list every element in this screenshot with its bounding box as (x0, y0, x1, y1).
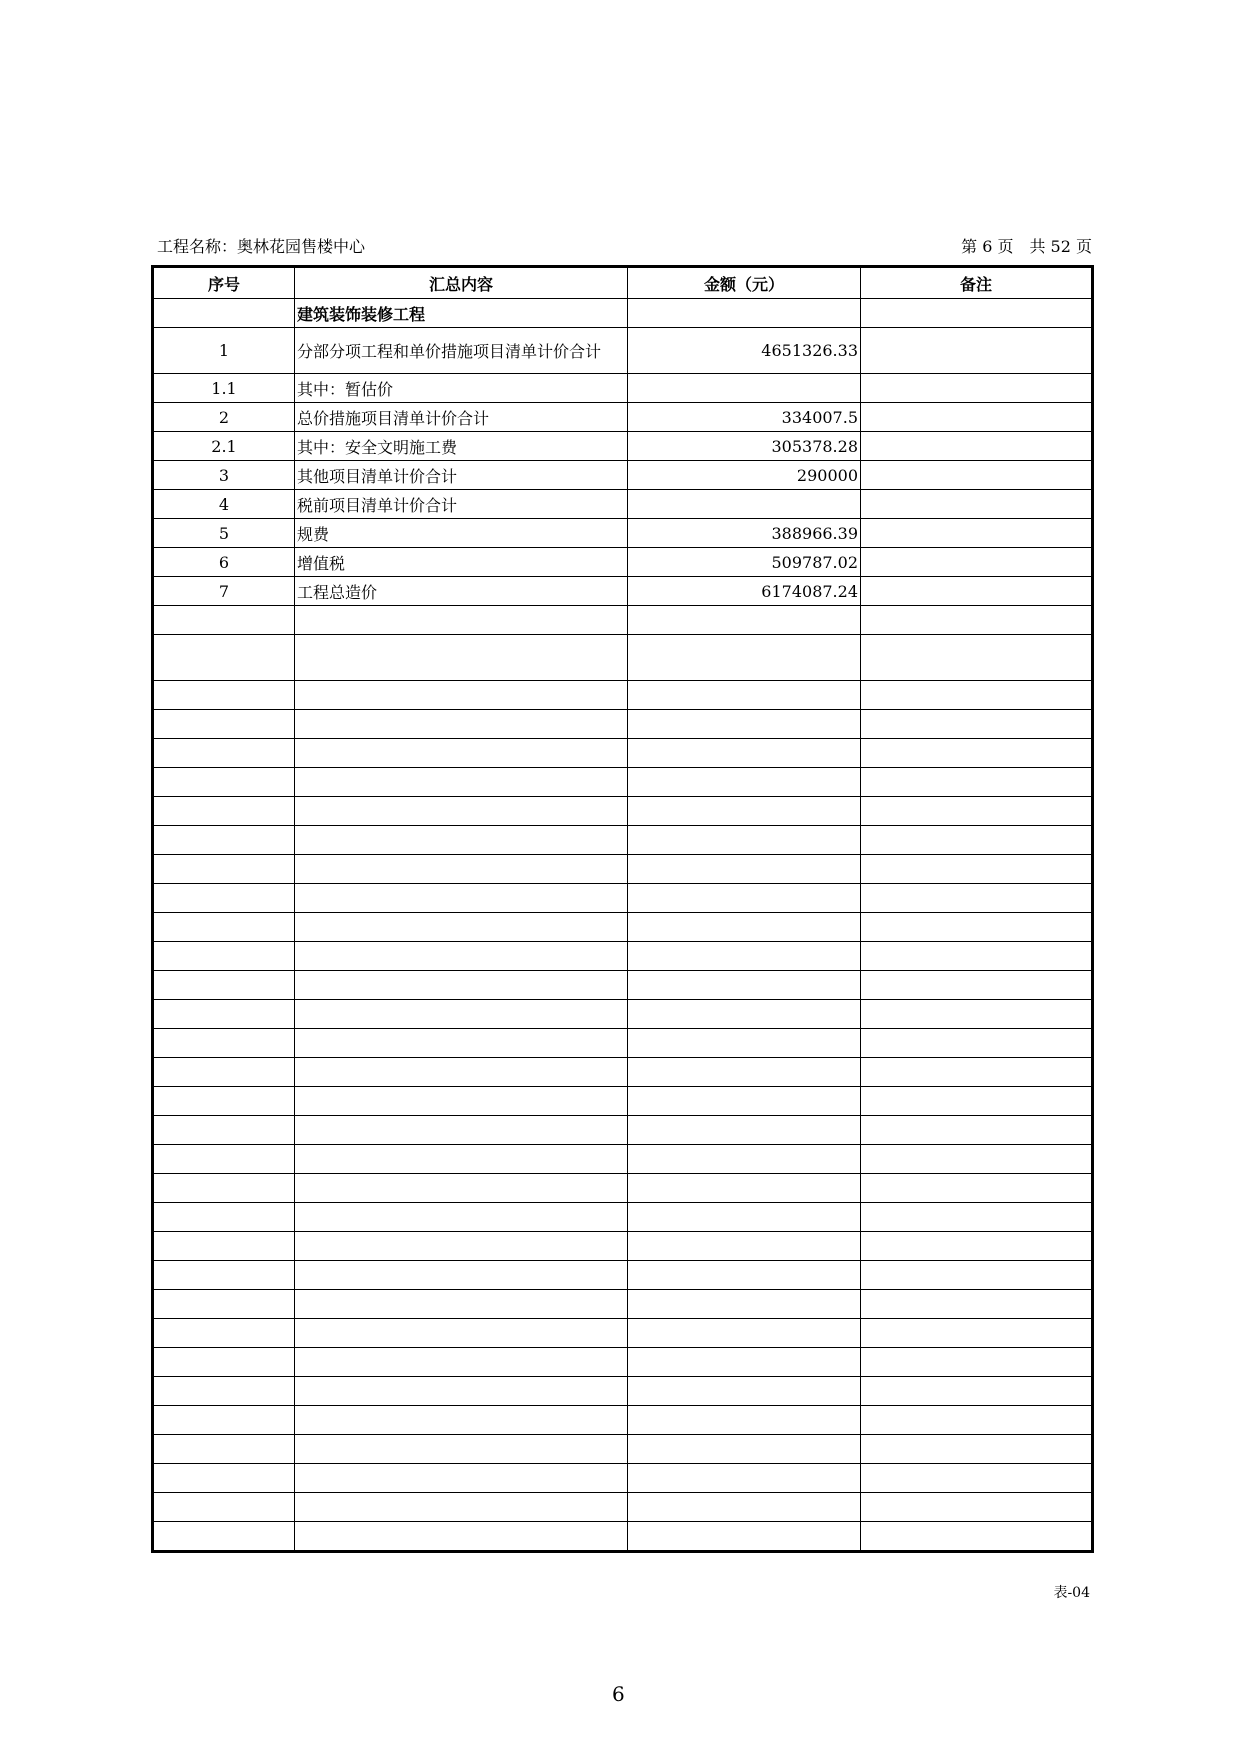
empty-cell (861, 1000, 1093, 1029)
empty-cell (295, 1174, 628, 1203)
empty-cell (628, 942, 861, 971)
empty-cell (153, 1319, 295, 1348)
empty-cell (295, 797, 628, 826)
empty-cell (628, 797, 861, 826)
empty-cell (861, 1406, 1093, 1435)
empty-cell (153, 1174, 295, 1203)
cell-amount: 6174087.24 (628, 577, 861, 606)
cell-note (861, 299, 1093, 328)
empty-cell (295, 1058, 628, 1087)
empty-cell (861, 739, 1093, 768)
empty-cell (861, 1493, 1093, 1522)
cell-note (861, 548, 1093, 577)
empty-cell (861, 1377, 1093, 1406)
table-row (153, 432, 1093, 461)
empty-cell (153, 1058, 295, 1087)
empty-cell (295, 826, 628, 855)
table-row (153, 490, 1093, 519)
empty-cell (628, 768, 861, 797)
empty-cell (153, 1348, 295, 1377)
empty-cell (628, 1435, 861, 1464)
empty-cell (153, 1435, 295, 1464)
empty-cell (628, 1232, 861, 1261)
empty-cell (861, 635, 1093, 681)
cell-no: 2.1 (153, 432, 295, 461)
empty-row (153, 1348, 1093, 1377)
empty-cell (861, 606, 1093, 635)
empty-cell (295, 942, 628, 971)
empty-row (153, 606, 1093, 635)
table-row (153, 577, 1093, 606)
empty-row (153, 681, 1093, 710)
cell-note (861, 490, 1093, 519)
empty-cell (628, 1406, 861, 1435)
empty-cell (153, 1145, 295, 1174)
cell-content: 规费 (295, 519, 628, 548)
empty-cell (153, 1000, 295, 1029)
empty-cell (295, 1377, 628, 1406)
form-number: 表-04 (1053, 1585, 1090, 1601)
empty-cell (861, 768, 1093, 797)
empty-cell (861, 1522, 1093, 1552)
cell-note (861, 432, 1093, 461)
empty-cell (628, 1290, 861, 1319)
empty-cell (153, 884, 295, 913)
table-row (153, 548, 1093, 577)
cell-content: 工程总造价 (295, 577, 628, 606)
empty-cell (153, 1232, 295, 1261)
cell-no: 1 (153, 328, 295, 374)
empty-row (153, 710, 1093, 739)
empty-cell (153, 942, 295, 971)
empty-cell (861, 942, 1093, 971)
empty-cell (628, 913, 861, 942)
empty-cell (861, 855, 1093, 884)
empty-cell (153, 1116, 295, 1145)
empty-row (153, 1058, 1093, 1087)
cell-amount: 4651326.33 (628, 328, 861, 374)
empty-cell (295, 768, 628, 797)
col-header-note: 备注 (861, 267, 1093, 299)
cell-no: 1.1 (153, 374, 295, 403)
empty-cell (628, 1087, 861, 1116)
empty-row (153, 913, 1093, 942)
empty-row (153, 1087, 1093, 1116)
empty-cell (153, 1522, 295, 1552)
empty-cell (628, 1145, 861, 1174)
empty-cell (153, 635, 295, 681)
empty-cell (295, 681, 628, 710)
empty-cell (153, 913, 295, 942)
empty-row (153, 1000, 1093, 1029)
cell-note (861, 577, 1093, 606)
empty-cell (861, 1290, 1093, 1319)
empty-cell (861, 884, 1093, 913)
empty-cell (295, 855, 628, 884)
empty-cell (153, 768, 295, 797)
col-header-no: 序号 (153, 267, 295, 299)
empty-cell (861, 971, 1093, 1000)
empty-cell (295, 971, 628, 1000)
empty-cell (153, 1203, 295, 1232)
empty-cell (295, 710, 628, 739)
empty-cell (628, 826, 861, 855)
empty-cell (628, 710, 861, 739)
empty-row (153, 1319, 1093, 1348)
cell-no: 2 (153, 403, 295, 432)
empty-row (153, 1406, 1093, 1435)
empty-cell (628, 1174, 861, 1203)
cell-amount (628, 490, 861, 519)
empty-row (153, 1174, 1093, 1203)
page-indicator: 第 6 页 共 52 页 (961, 237, 1092, 256)
empty-cell (628, 1319, 861, 1348)
cell-content: 总价措施项目清单计价合计 (295, 403, 628, 432)
empty-cell (153, 797, 295, 826)
table-row (153, 519, 1093, 548)
empty-cell (295, 739, 628, 768)
empty-cell (153, 1406, 295, 1435)
empty-row (153, 1203, 1093, 1232)
empty-cell (153, 826, 295, 855)
empty-cell (153, 855, 295, 884)
empty-row (153, 739, 1093, 768)
empty-cell (861, 1174, 1093, 1203)
empty-cell (295, 1087, 628, 1116)
empty-cell (153, 971, 295, 1000)
empty-cell (861, 1203, 1093, 1232)
empty-row (153, 1290, 1093, 1319)
empty-cell (861, 1145, 1093, 1174)
empty-cell (861, 913, 1093, 942)
cell-note (861, 461, 1093, 490)
empty-cell (628, 971, 861, 1000)
table-row (153, 299, 1093, 328)
empty-row (153, 1493, 1093, 1522)
empty-cell (861, 826, 1093, 855)
empty-cell (628, 884, 861, 913)
cell-note (861, 328, 1093, 374)
empty-cell (861, 1435, 1093, 1464)
empty-row (153, 1522, 1093, 1552)
cell-note (861, 403, 1093, 432)
table-row (153, 461, 1093, 490)
empty-cell (628, 1029, 861, 1058)
empty-cell (153, 681, 295, 710)
empty-cell (861, 1029, 1093, 1058)
empty-cell (628, 1522, 861, 1552)
empty-cell (295, 606, 628, 635)
empty-cell (295, 1029, 628, 1058)
empty-row (153, 1145, 1093, 1174)
empty-cell (861, 1319, 1093, 1348)
empty-row (153, 635, 1093, 681)
empty-cell (295, 1290, 628, 1319)
table-header (153, 267, 1093, 299)
empty-row (153, 797, 1093, 826)
empty-row (153, 1232, 1093, 1261)
empty-cell (861, 1087, 1093, 1116)
cell-note (861, 374, 1093, 403)
empty-cell (295, 1464, 628, 1493)
empty-row (153, 1261, 1093, 1290)
empty-cell (628, 1464, 861, 1493)
empty-cell (861, 1261, 1093, 1290)
empty-row (153, 1377, 1093, 1406)
empty-cell (861, 710, 1093, 739)
empty-cell (628, 1377, 861, 1406)
empty-cell (861, 1464, 1093, 1493)
cell-content: 建筑装饰装修工程 (295, 299, 628, 328)
empty-row (153, 1029, 1093, 1058)
empty-row (153, 826, 1093, 855)
summary-table (151, 265, 1094, 1553)
empty-cell (628, 1493, 861, 1522)
empty-cell (295, 1319, 628, 1348)
project-name: 工程名称：奥林花园售楼中心 (157, 237, 366, 256)
empty-cell (628, 1058, 861, 1087)
empty-cell (153, 739, 295, 768)
cell-no: 7 (153, 577, 295, 606)
empty-cell (153, 606, 295, 635)
cell-amount: 305378.28 (628, 432, 861, 461)
empty-cell (295, 1000, 628, 1029)
empty-cell (861, 1058, 1093, 1087)
cell-content: 税前项目清单计价合计 (295, 490, 628, 519)
empty-cell (153, 1261, 295, 1290)
empty-cell (153, 710, 295, 739)
empty-row (153, 942, 1093, 971)
empty-cell (295, 1145, 628, 1174)
empty-cell (628, 1203, 861, 1232)
empty-cell (861, 1232, 1093, 1261)
cell-amount: 334007.5 (628, 403, 861, 432)
cell-no: 4 (153, 490, 295, 519)
empty-cell (295, 635, 628, 681)
cell-amount: 509787.02 (628, 548, 861, 577)
empty-cell (295, 913, 628, 942)
empty-cell (153, 1493, 295, 1522)
cell-content: 其中：安全文明施工费 (295, 432, 628, 461)
table-row (153, 403, 1093, 432)
empty-cell (295, 1348, 628, 1377)
empty-cell (628, 739, 861, 768)
empty-cell (628, 606, 861, 635)
empty-row (153, 1435, 1093, 1464)
empty-cell (295, 1522, 628, 1552)
table-row (153, 374, 1093, 403)
empty-cell (153, 1290, 295, 1319)
empty-cell (628, 635, 861, 681)
empty-cell (153, 1087, 295, 1116)
empty-cell (295, 1116, 628, 1145)
col-header-content: 汇总内容 (295, 267, 628, 299)
cell-no (153, 299, 295, 328)
empty-cell (153, 1464, 295, 1493)
cell-amount (628, 299, 861, 328)
cell-content: 其中：暂估价 (295, 374, 628, 403)
empty-cell (295, 1493, 628, 1522)
cell-amount: 388966.39 (628, 519, 861, 548)
empty-row (153, 1116, 1093, 1145)
empty-cell (628, 855, 861, 884)
cell-no: 3 (153, 461, 295, 490)
cell-amount (628, 374, 861, 403)
cell-content: 增值税 (295, 548, 628, 577)
cell-content: 分部分项工程和单价措施项目清单计价合计 (295, 328, 628, 374)
col-header-amount: 金额（元） (628, 267, 861, 299)
empty-cell (628, 1000, 861, 1029)
table-row (153, 328, 1093, 374)
empty-cell (295, 1406, 628, 1435)
cell-no: 6 (153, 548, 295, 577)
empty-row (153, 971, 1093, 1000)
cell-no: 5 (153, 519, 295, 548)
empty-row (153, 768, 1093, 797)
empty-cell (295, 884, 628, 913)
empty-cell (153, 1029, 295, 1058)
empty-cell (295, 1261, 628, 1290)
empty-row (153, 1464, 1093, 1493)
empty-cell (861, 797, 1093, 826)
empty-cell (628, 1261, 861, 1290)
cell-note (861, 519, 1093, 548)
empty-cell (295, 1232, 628, 1261)
empty-cell (153, 1377, 295, 1406)
empty-cell (295, 1435, 628, 1464)
empty-cell (628, 1348, 861, 1377)
cell-amount: 290000 (628, 461, 861, 490)
empty-row (153, 855, 1093, 884)
page-number: 6 (612, 1682, 625, 1706)
empty-cell (861, 1348, 1093, 1377)
empty-cell (861, 681, 1093, 710)
cell-content: 其他项目清单计价合计 (295, 461, 628, 490)
empty-cell (861, 1116, 1093, 1145)
empty-cell (295, 1203, 628, 1232)
empty-cell (628, 681, 861, 710)
empty-cell (628, 1116, 861, 1145)
empty-row (153, 884, 1093, 913)
